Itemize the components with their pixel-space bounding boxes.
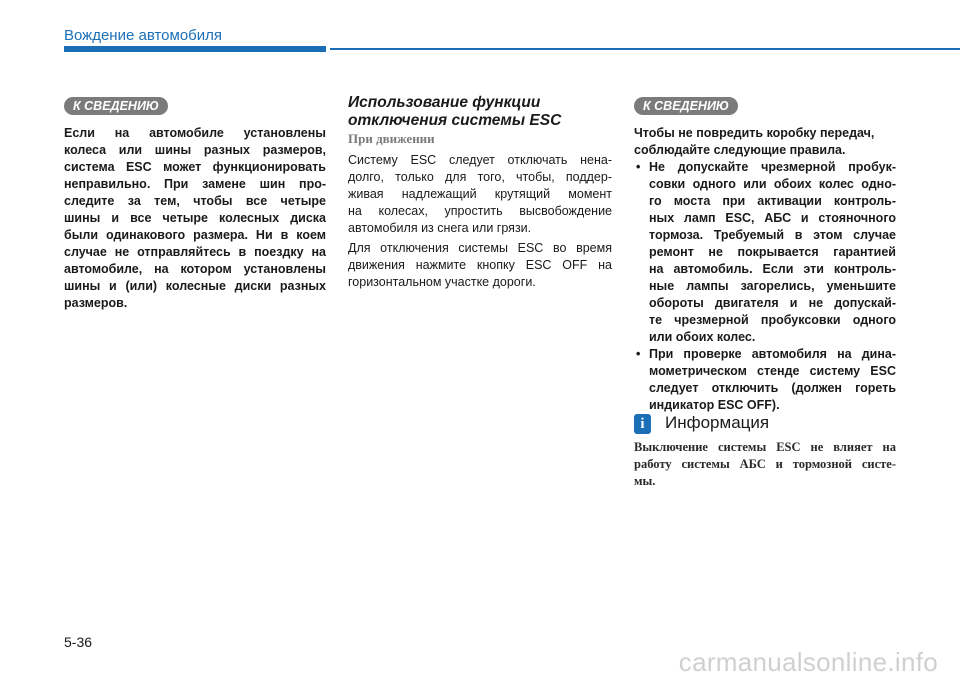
text-line: Систему ESC следует отключать нена-	[348, 153, 612, 167]
bullet-marker: •	[636, 160, 641, 174]
text-line: При проверке автомобиля на дина-	[649, 347, 896, 361]
text-line: Если на автомобиле установлены	[64, 126, 326, 140]
text-line: те чрезмерной пробуксовки одного	[649, 313, 896, 327]
notice-badge-right: К СВЕДЕНИЮ	[634, 97, 738, 115]
text-line: шины и все четыре колесных диска	[64, 211, 326, 225]
text-line: ремонт не покрывается гарантией	[649, 245, 896, 259]
info-title: Информация	[665, 413, 770, 432]
info-icon: i	[634, 414, 651, 434]
middle-para-1	[348, 152, 612, 237]
right-intro-text	[634, 125, 896, 159]
while-driving-subheading: При движении	[348, 131, 435, 146]
page-number: 5-36	[64, 634, 93, 650]
header-rule-thin	[330, 48, 960, 50]
text-line: шины и (или) колесные диски разных	[64, 279, 326, 293]
text-line: движения нажмите кнопку ESC OFF на	[348, 258, 612, 272]
text-line: горизонтальном участке дороги.	[348, 275, 536, 289]
text-line: совки одного или обоих колес одно-	[649, 177, 896, 191]
text-line: следует отключить (должен гореть	[649, 381, 896, 395]
text-line: Чтобы не повредить коробку передач,	[634, 126, 875, 140]
info-body	[634, 439, 896, 490]
heading-line: отключения системы ESC	[348, 112, 562, 129]
text-line: система ESC может функционировать	[64, 160, 326, 174]
text-line: Для отключения системы ESC во время	[348, 241, 612, 255]
text-line: размеров.	[64, 296, 128, 310]
text-line: соблюдайте следующие правила.	[634, 143, 846, 157]
text-line: автомобиле, на котором установлены	[64, 262, 326, 276]
text-line: ные лампы загорелись, уменьшите	[649, 279, 896, 293]
text-line: автомобиля из снега или грязи.	[348, 221, 532, 235]
text-line: мы.	[634, 474, 656, 488]
text-line: следите за тем, чтобы все четыре	[64, 194, 326, 208]
text-line: живая надлежащий крутящий момент	[348, 187, 612, 201]
right-bullet-2	[649, 346, 896, 414]
text-line: Не допускайте чрезмерной пробук-	[649, 160, 896, 174]
heading-line: Использование функции	[348, 94, 541, 111]
text-line: обороты двигателя и не допускай-	[649, 296, 896, 310]
section-title: Вождение автомобиля	[64, 27, 223, 44]
middle-para-2	[348, 240, 612, 291]
text-line: колеса или шины разных размеров,	[64, 143, 326, 157]
notice-badge-left: К СВЕДЕНИЮ	[64, 97, 168, 115]
text-line: неправильно. При замене шин про-	[64, 177, 326, 191]
watermark: carmanualsonline.info	[678, 647, 938, 677]
text-line: ных ламп ESC, АБС и стояночного	[649, 211, 896, 225]
bullet-marker: •	[636, 347, 641, 361]
text-line: Выключение системы ESC не влияет на	[634, 440, 896, 454]
text-line: индикатор ESC OFF).	[649, 398, 780, 412]
left-notice-text	[64, 125, 326, 312]
text-line: на колесах, упростить высвобождение	[348, 204, 612, 218]
text-line: или обоих колес.	[649, 330, 756, 344]
text-line: мометрическом стенде систему ESC	[649, 364, 896, 378]
text-line: тормоза. Требуемый в этом случае	[649, 228, 896, 242]
right-bullet-1	[649, 159, 896, 346]
text-line: случае не отправляйтесь в поездку на	[64, 245, 326, 259]
text-line: работу системы АБС и тормозной систе-	[634, 457, 896, 471]
header-rule-thick	[64, 46, 326, 52]
text-line: го моста при активации контроль-	[649, 194, 896, 208]
text-line: были одинакового размера. Ни в коем	[64, 228, 326, 242]
text-line: долго, только для того, чтобы, поддер-	[348, 170, 612, 184]
esc-off-heading	[348, 94, 618, 130]
text-line: на автомобиль. Если эти контроль-	[649, 262, 896, 276]
